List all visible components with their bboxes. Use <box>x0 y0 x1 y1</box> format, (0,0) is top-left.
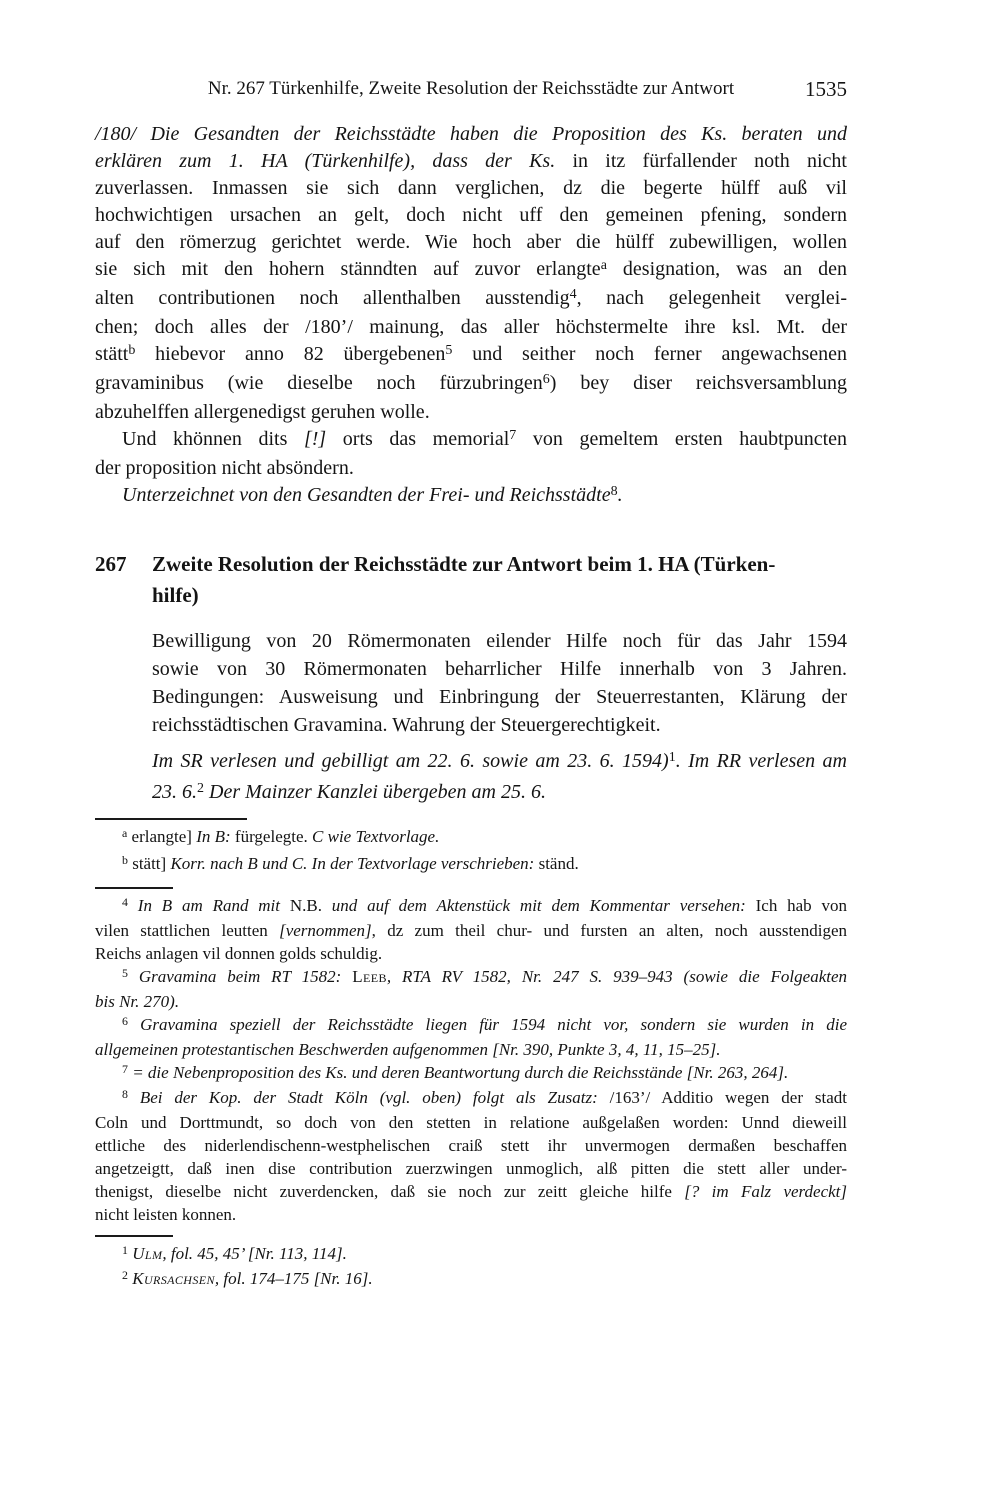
text-line <box>95 455 847 482</box>
editorial-summary <box>152 627 847 739</box>
text-line <box>95 370 847 399</box>
running-header <box>95 78 847 100</box>
text-line <box>95 175 847 202</box>
text-line <box>152 711 847 739</box>
text-run: 7 <box>122 1062 128 1077</box>
text-run: 2 <box>122 1268 128 1283</box>
text-run: /163’/ Additio wegen der stadt <box>609 1088 847 1107</box>
text-run: b <box>122 853 128 868</box>
commentary-separator-rule <box>95 887 173 889</box>
text-line <box>95 285 847 314</box>
text-line <box>95 1111 847 1134</box>
text-run: erlangte] <box>127 827 197 846</box>
text-run: angetzeigtt, daß inen dise contribution zuerzwingen unmoglich, alß pitten die stett aller under- <box>95 1159 847 1178</box>
text-line <box>95 965 847 990</box>
text-run <box>128 896 138 915</box>
text-run: b <box>128 343 136 359</box>
text-run: 8 <box>610 484 618 500</box>
text-run: designation, was an den <box>606 258 847 280</box>
apparatus-letter-footnotes <box>95 824 847 878</box>
text-line <box>95 229 847 256</box>
text-line <box>152 747 847 778</box>
paragraph-resolution-text <box>95 121 847 426</box>
text-run: nicht leisten konnen. <box>95 1205 237 1224</box>
text-run: Gravamina beim RT 1582: <box>138 967 353 986</box>
commentary-footnotes <box>95 894 847 1226</box>
text-run: erklären zum 1. HA (Türkenhilfe), dass der Ks. <box>95 150 556 172</box>
text-run: und seither noch ferner angewachsenen <box>452 343 847 365</box>
main-text <box>95 121 847 511</box>
text-run: Bedingungen: Ausweisung und Einbringung der Steuerrestanten, Klärung der <box>152 686 847 708</box>
text-line <box>95 426 847 455</box>
text-run <box>128 1015 140 1034</box>
text-run: [!] <box>303 428 327 450</box>
text-run: = die Nebenproposition des Ks. und deren Beantwortung durch die Reichsstände [Nr. 263, 264]. <box>132 1063 789 1082</box>
text-run: und auf dem Aktenstück mit dem Kommentar versehen: <box>331 896 756 915</box>
text-line <box>95 314 847 341</box>
text-run: Coln und Dorttmundt, so doch von den stetten in relatione außgelaßen worden: Unnd dieweill <box>95 1113 847 1132</box>
footnote-8 <box>95 1086 847 1226</box>
text-run: hilfe) <box>152 583 199 607</box>
text-line <box>95 148 847 175</box>
text-run: Im SR verlesen und gebilligt am 22. 6. sowie am 23. 6. 1594) <box>152 750 669 772</box>
text-run: zuverlassen. Inmassen sie sich dann verglichen, dz die begerte hülff auß vil <box>95 177 847 199</box>
text-run: gravaminibus (wie dieselbe noch fürzubringen <box>95 372 543 394</box>
text-run <box>128 967 139 986</box>
text-run: 5 <box>445 343 453 359</box>
text-line <box>95 482 847 511</box>
text-run: 1 <box>122 1243 128 1258</box>
text-run: , nach gelegenheit verglei- <box>576 287 847 309</box>
text-run: Kursachsen <box>132 1269 215 1288</box>
text-run: in itz fürfallender noth nicht <box>555 150 847 172</box>
footnote-a <box>95 824 847 851</box>
footnote-6 <box>95 1013 847 1061</box>
text-line <box>95 1242 847 1267</box>
text-run: orts das memorial <box>326 428 510 450</box>
document-heading <box>95 549 847 611</box>
page-number: 1535 <box>805 77 847 101</box>
text-run: Unterzeichnet von den Gesandten der Frei- und Reichsstädte <box>122 484 611 506</box>
text-run: auf den römerzug gerichtet werde. Wie hoch aber die hülff zubewilligen, wollen <box>95 231 847 253</box>
text-run: , RTA RV 1582, Nr. 247 S. 939–943 (sowie die Folgeakten <box>386 967 848 986</box>
text-line <box>95 851 847 878</box>
text-run: a <box>600 258 607 274</box>
text-line <box>95 121 847 148</box>
text-run: stätt] <box>127 854 171 873</box>
text-line <box>152 580 847 611</box>
text-run: stätt <box>95 343 129 365</box>
text-line <box>152 683 847 711</box>
text-line <box>95 942 847 965</box>
text-line <box>95 1134 847 1157</box>
text-run: vilen stattlichen leutten <box>95 921 280 940</box>
text-line <box>95 824 847 851</box>
text-line <box>152 549 847 580</box>
text-run: allgemeinen protestantischen Beschwerden aufgenommen [Nr. 390, Punkte 3, 4, 11, 15–25]. <box>95 1040 721 1059</box>
text-run: a <box>122 826 128 841</box>
text-run: Bei der Kop. der Stadt Köln (vgl. oben) folgt als Zusatz: <box>139 1088 610 1107</box>
text-run: Und khönnen dits <box>122 428 304 450</box>
text-run: Bewilligung von 20 Römermonaten eilender Hilfe noch für das Jahr 1594 <box>152 630 847 652</box>
text-line <box>95 341 847 370</box>
text-line <box>95 990 847 1013</box>
footnote-4 <box>95 894 847 965</box>
paragraph-memorial <box>95 426 847 482</box>
text-run: ) bey diser reichsversamblung <box>549 372 847 394</box>
text-run: ständ. <box>538 854 579 873</box>
text-run: hochwichtigen ursachen an gelt, doch nicht uff den gemeinen pfening, sondern <box>95 204 847 226</box>
text-run: Zweite Resolution der Reichsstädte zur Antwort beim 1. HA (Türken- <box>152 552 776 576</box>
footnote-7 <box>95 1061 847 1086</box>
text-run: ettliche des niderlendischenn-westphelischen craiß stett ihr unvermogen dermaßen beschaffen <box>95 1136 847 1155</box>
text-line <box>95 1061 847 1086</box>
paragraph-signature <box>95 482 847 511</box>
text-run: , fol. 45, 45’ [Nr. 113, 114]. <box>162 1244 347 1263</box>
text-run: alten contributionen noch allenthalben ausstendig <box>95 287 570 309</box>
source-footnotes <box>95 1242 847 1292</box>
text-run: reichsstädtischen Gravamina. Wahrung der Steuergerechtigkeit. <box>152 714 661 736</box>
text-run: 5 <box>122 966 128 981</box>
text-line <box>95 399 847 426</box>
text-line <box>95 1267 847 1292</box>
text-run: In B: <box>196 827 235 846</box>
text-run: Der Mainzer Kanzlei übergeben am 25. 6. <box>204 781 546 803</box>
text-run: 8 <box>122 1087 128 1102</box>
running-title: Nr. 267 Türkenhilfe, Zweite Resolution der Reichsstädte zur Antwort <box>207 78 735 99</box>
text-line <box>95 1038 847 1061</box>
text-line <box>95 1157 847 1180</box>
text-line <box>95 919 847 942</box>
text-run: von gemeltem ersten haubtpuncten <box>516 428 848 450</box>
text-run: In B am Rand mit <box>137 896 290 915</box>
text-run: N.B. <box>289 896 332 915</box>
text-run: 2 <box>197 781 204 797</box>
footnote-5 <box>95 965 847 1013</box>
text-run: 6 <box>542 372 550 388</box>
text-run: chen; doch alles der /180’/ mainung, das aller höchstermelte ihre ksl. Mt. der <box>95 316 847 338</box>
text-run: sowie von 30 Römermonaten beharrlicher Hilfe innerhalb von 3 Jahren. <box>152 658 847 680</box>
text-line <box>95 894 847 919</box>
text-line <box>95 256 847 285</box>
source-separator-rule <box>95 1235 173 1237</box>
text-run: Leeb <box>352 967 387 986</box>
text-run: [vernommen] <box>279 921 372 940</box>
document-number: 267 <box>95 552 127 576</box>
text-run: thenigst, dieselbe nicht zuverdencken, daß sie noch zur zeitt gleiche hilfe <box>95 1182 685 1201</box>
provenance-note <box>152 747 847 809</box>
text-line <box>152 778 847 809</box>
text-run: 1 <box>668 750 676 766</box>
text-run: . <box>617 484 623 506</box>
text-run: fürgelegte. <box>234 827 313 846</box>
text-line <box>95 1180 847 1203</box>
text-run: 6 <box>122 1014 128 1029</box>
text-run: sie sich mit den hohern stänndten auf zuvor erlangte <box>95 258 601 280</box>
document-title <box>152 549 847 611</box>
text-run: Reichs anlagen vil donnen golds schuldig. <box>95 944 383 963</box>
text-run: 7 <box>509 428 517 444</box>
text-line <box>95 1086 847 1111</box>
text-run: C wie Textvorlage. <box>312 827 440 846</box>
text-run: 4 <box>569 287 577 303</box>
text-run: , dz zum theil chur- und fursten an alten, noch ausstendigen <box>371 921 847 940</box>
text-run: 4 <box>122 895 128 910</box>
text-run: . Im RR verlesen am <box>675 750 847 772</box>
text-line <box>95 1203 847 1226</box>
text-run: Ulm <box>132 1244 163 1263</box>
text-run: [? im Falz verdeckt] <box>684 1182 848 1201</box>
book-page <box>0 78 1004 1496</box>
footnote-b <box>95 851 847 878</box>
text-line <box>152 655 847 683</box>
text-run: Ich hab von <box>755 896 848 915</box>
text-line <box>152 627 847 655</box>
apparatus-separator-rule <box>95 818 247 820</box>
text-run: /180/ Die Gesandten der Reichsstädte haben die Proposition des Ks. beraten und <box>95 123 847 145</box>
footnote-2 <box>95 1267 847 1292</box>
footnote-1 <box>95 1242 847 1267</box>
text-run <box>128 1088 140 1107</box>
text-run: bis Nr. 270). <box>95 992 180 1011</box>
text-run: hiebevor anno 82 übergebenen <box>135 343 446 365</box>
text-run: abzuhelffen allergenedigst geruhen wolle. <box>95 401 430 423</box>
text-run: , fol. 174–175 [Nr. 16]. <box>214 1269 373 1288</box>
text-line <box>95 1013 847 1038</box>
text-run: Korr. nach B und C. In der Textvorlage verschrieben: <box>170 854 539 873</box>
text-run: 23. 6. <box>152 781 197 803</box>
text-line <box>95 202 847 229</box>
text-run: der proposition nicht absöndern. <box>95 457 354 479</box>
text-run: Gravamina speziell der Reichsstädte liegen für 1594 nicht vor, sondern sie wurden in die <box>140 1015 848 1034</box>
